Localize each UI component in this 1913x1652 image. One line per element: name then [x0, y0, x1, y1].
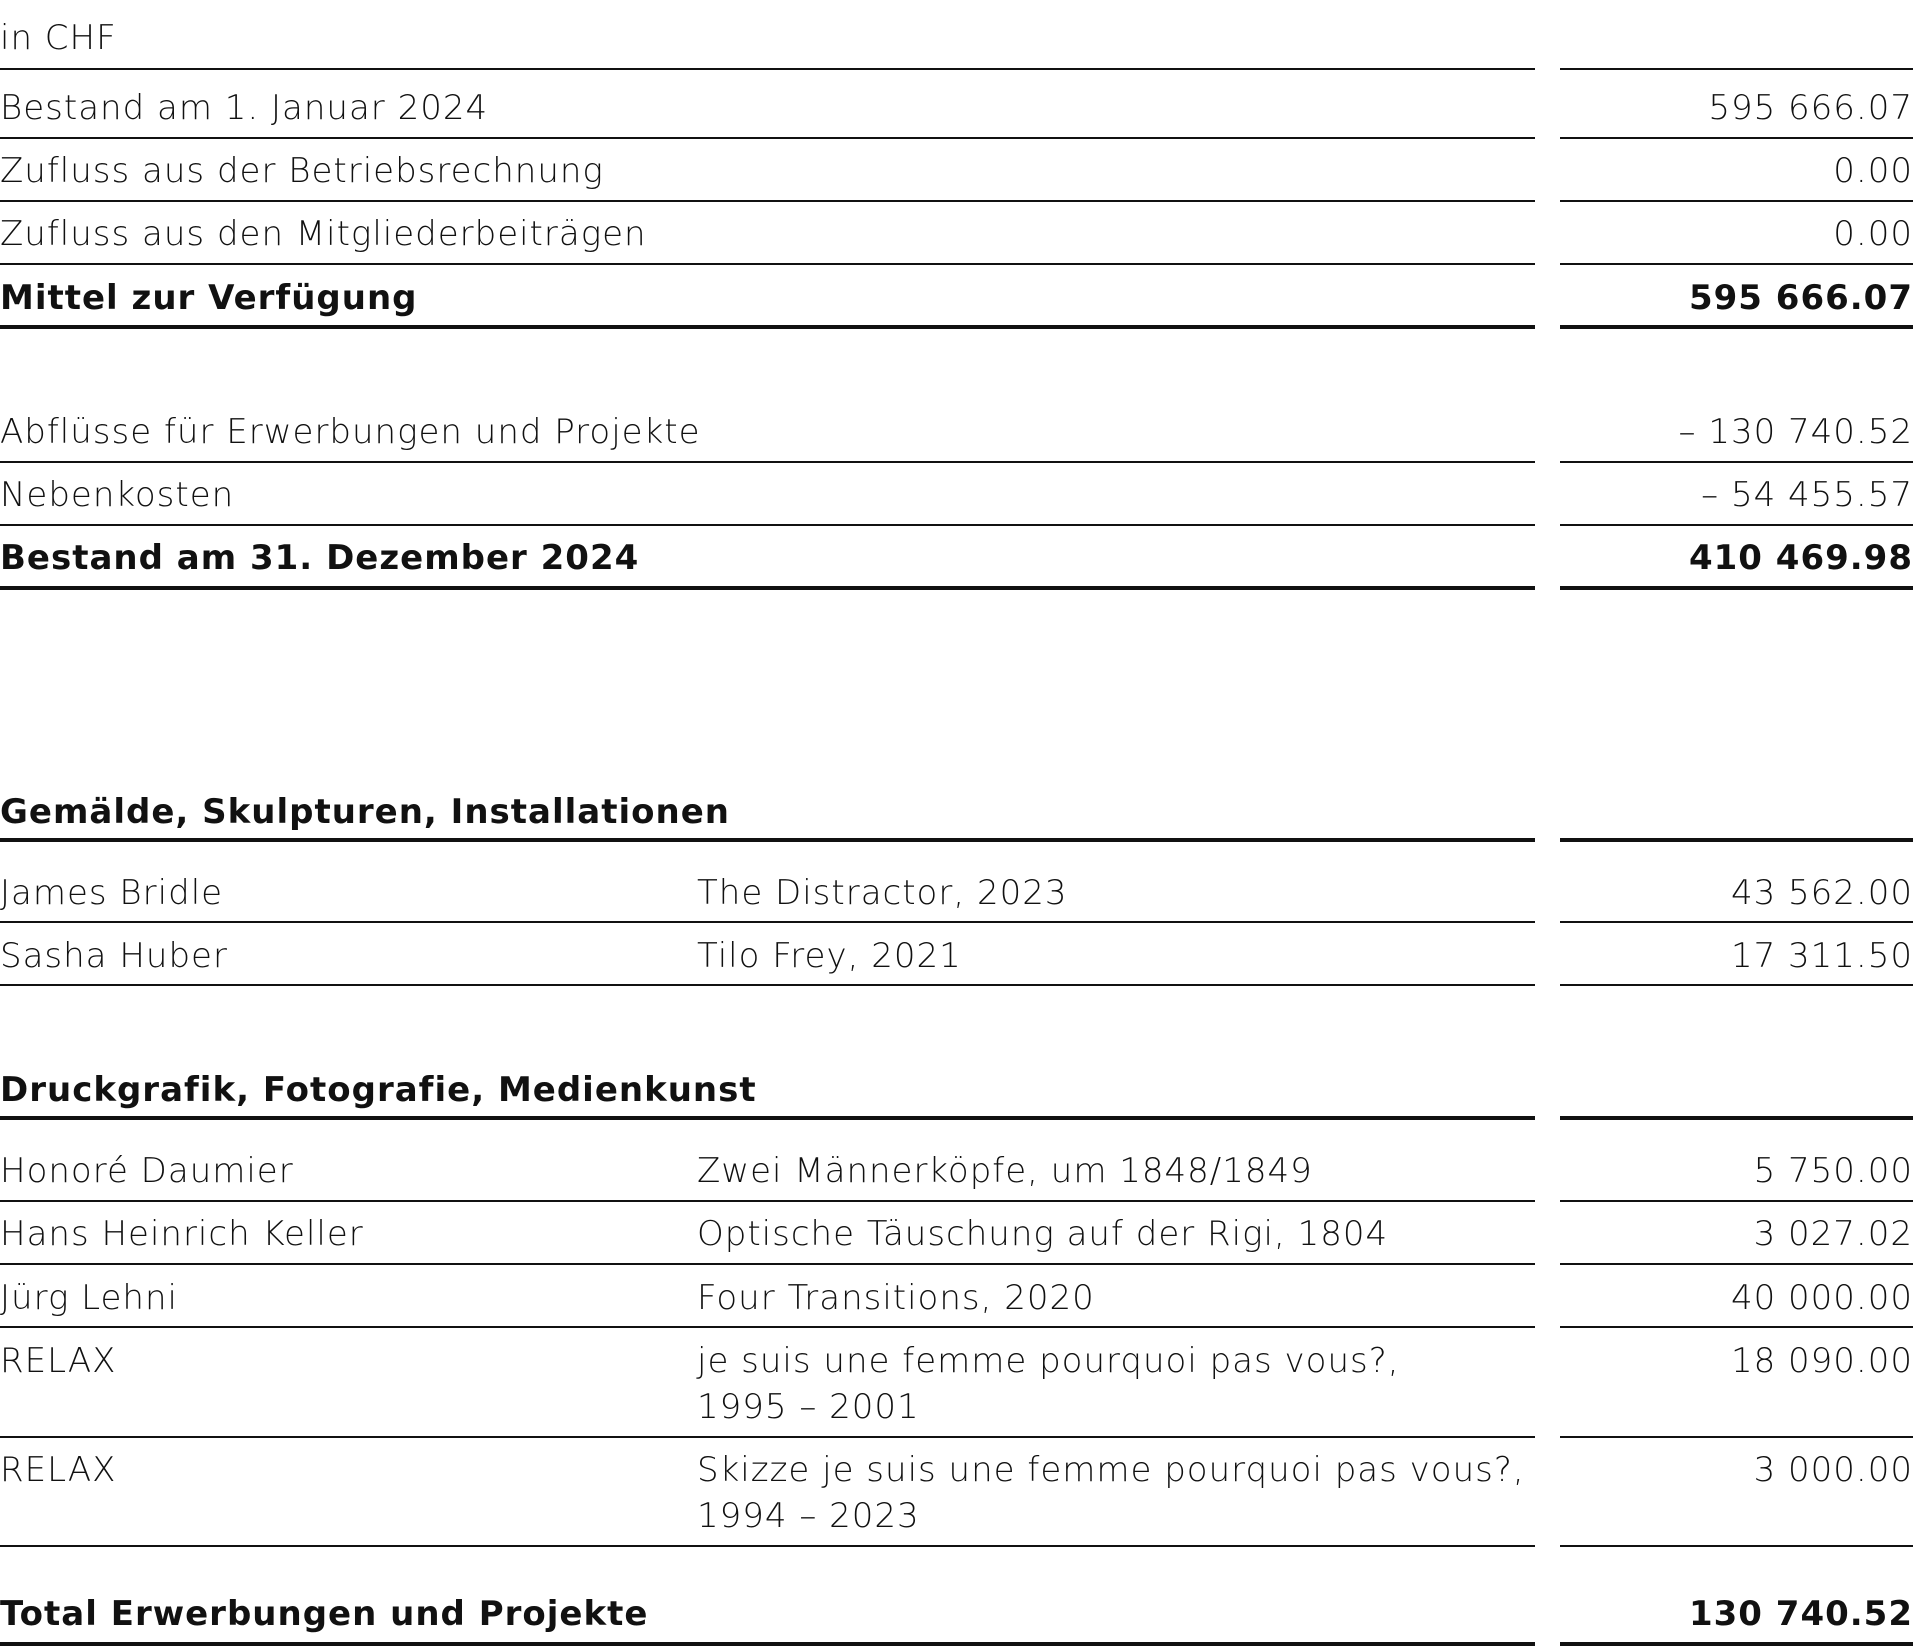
artist-name: RELAX — [0, 1341, 117, 1381]
acquisition-amount: 3 027.02 — [1753, 1214, 1913, 1254]
rule — [0, 586, 1535, 590]
artist-name: Hans Heinrich Keller — [0, 1214, 364, 1254]
rule — [0, 1200, 1535, 1202]
rule — [1560, 137, 1913, 139]
rule — [0, 200, 1535, 202]
rule — [1560, 838, 1913, 842]
outflow-acquisitions-label: Abflüsse für Erwerbungen und Projekte — [0, 412, 701, 452]
opening-balance-amount: 595 666.07 — [1708, 88, 1913, 128]
rule — [0, 1642, 1535, 1646]
section-title-prints: Druckgrafik, Fotografie, Medienkunst — [0, 1070, 757, 1110]
work-title: Zwei Männerköpfe, um 1848/1849 — [697, 1151, 1313, 1191]
side-costs-row — [0, 467, 1913, 523]
artist-name: RELAX — [0, 1450, 117, 1490]
rule — [1560, 1326, 1913, 1328]
rule — [1560, 1642, 1913, 1646]
available-funds-row — [0, 270, 1913, 326]
acquisition-amount: 17 311.50 — [1730, 936, 1913, 976]
inflow-operations-amount: 0.00 — [1833, 151, 1913, 191]
rule — [1560, 325, 1913, 329]
opening-balance-row — [0, 80, 1913, 136]
inflow-members-label: Zufluss aus den Mitgliederbeiträgen — [0, 214, 647, 254]
rule — [0, 1326, 1535, 1328]
section-title-paintings: Gemälde, Skulpturen, Installationen — [0, 792, 730, 832]
rule — [0, 524, 1535, 526]
outflow-acquisitions-row — [0, 404, 1913, 460]
total-label: Total Erwerbungen und Projekte — [0, 1594, 649, 1634]
rule — [0, 461, 1535, 463]
closing-balance-row — [0, 530, 1913, 586]
outflow-acquisitions-amount: – 130 740.52 — [1678, 412, 1913, 452]
rule — [1560, 68, 1913, 70]
inflow-members-amount: 0.00 — [1833, 214, 1913, 254]
rule — [0, 263, 1535, 265]
artist-name: Sasha Huber — [0, 936, 228, 976]
work-title: Tilo Frey, 2021 — [697, 936, 962, 976]
unit-label: in CHF — [0, 18, 117, 58]
rule — [0, 137, 1535, 139]
closing-balance-amount: 410 469.98 — [1688, 538, 1913, 578]
acquisition-amount: 18 090.00 — [1730, 1341, 1913, 1381]
side-costs-label: Nebenkosten — [0, 475, 235, 515]
artist-name: James Bridle — [0, 873, 224, 913]
rule — [0, 68, 1535, 70]
rule — [1560, 1116, 1913, 1120]
rule — [1560, 1436, 1913, 1438]
rule — [0, 984, 1535, 986]
rule — [1560, 524, 1913, 526]
available-funds-amount: 595 666.07 — [1688, 278, 1913, 318]
artist-name: Honoré Daumier — [0, 1151, 294, 1191]
acquisition-amount: 40 000.00 — [1730, 1278, 1913, 1318]
rule — [1560, 921, 1913, 923]
rule — [1560, 1200, 1913, 1202]
rule — [1560, 586, 1913, 590]
total-row — [0, 1586, 1913, 1642]
work-title: Optische Täuschung auf der Rigi, 1804 — [697, 1214, 1389, 1254]
inflow-members-row — [0, 206, 1913, 262]
artist-name: Jürg Lehni — [0, 1278, 178, 1318]
work-title: The Distractor, 2023 — [697, 873, 1068, 913]
inflow-operations-label: Zufluss aus der Betriebsrechnung — [0, 151, 604, 191]
total-amount: 130 740.52 — [1688, 1594, 1913, 1634]
rule — [0, 838, 1535, 842]
inflow-operations-row — [0, 143, 1913, 199]
rule — [1560, 984, 1913, 986]
rule — [1560, 263, 1913, 265]
opening-balance-label: Bestand am 1. Januar 2024 — [0, 88, 489, 128]
available-funds-label: Mittel zur Verfügung — [0, 278, 418, 318]
work-title: Skizze je suis une femme pourquoi pas vous?, 1994 – 2023 — [697, 1450, 1525, 1536]
closing-balance-label: Bestand am 31. Dezember 2024 — [0, 538, 640, 578]
rule — [1560, 461, 1913, 463]
rule — [0, 921, 1535, 923]
work-title: Four Transitions, 2020 — [697, 1278, 1095, 1318]
rule — [0, 1436, 1535, 1438]
rule — [0, 1116, 1535, 1120]
acquisition-amount: 5 750.00 — [1753, 1151, 1913, 1191]
rule — [0, 1545, 1535, 1547]
rule — [0, 325, 1535, 329]
rule — [1560, 200, 1913, 202]
acquisition-amount: 43 562.00 — [1730, 873, 1913, 913]
rule — [1560, 1545, 1913, 1547]
side-costs-amount: – 54 455.57 — [1701, 475, 1913, 515]
rule — [1560, 1263, 1913, 1265]
work-title: je suis une femme pourquoi pas vous?, 1995 – 2001 — [697, 1341, 1400, 1427]
acquisition-amount: 3 000.00 — [1753, 1450, 1913, 1490]
unit-label-row — [0, 10, 1913, 66]
rule — [0, 1263, 1535, 1265]
